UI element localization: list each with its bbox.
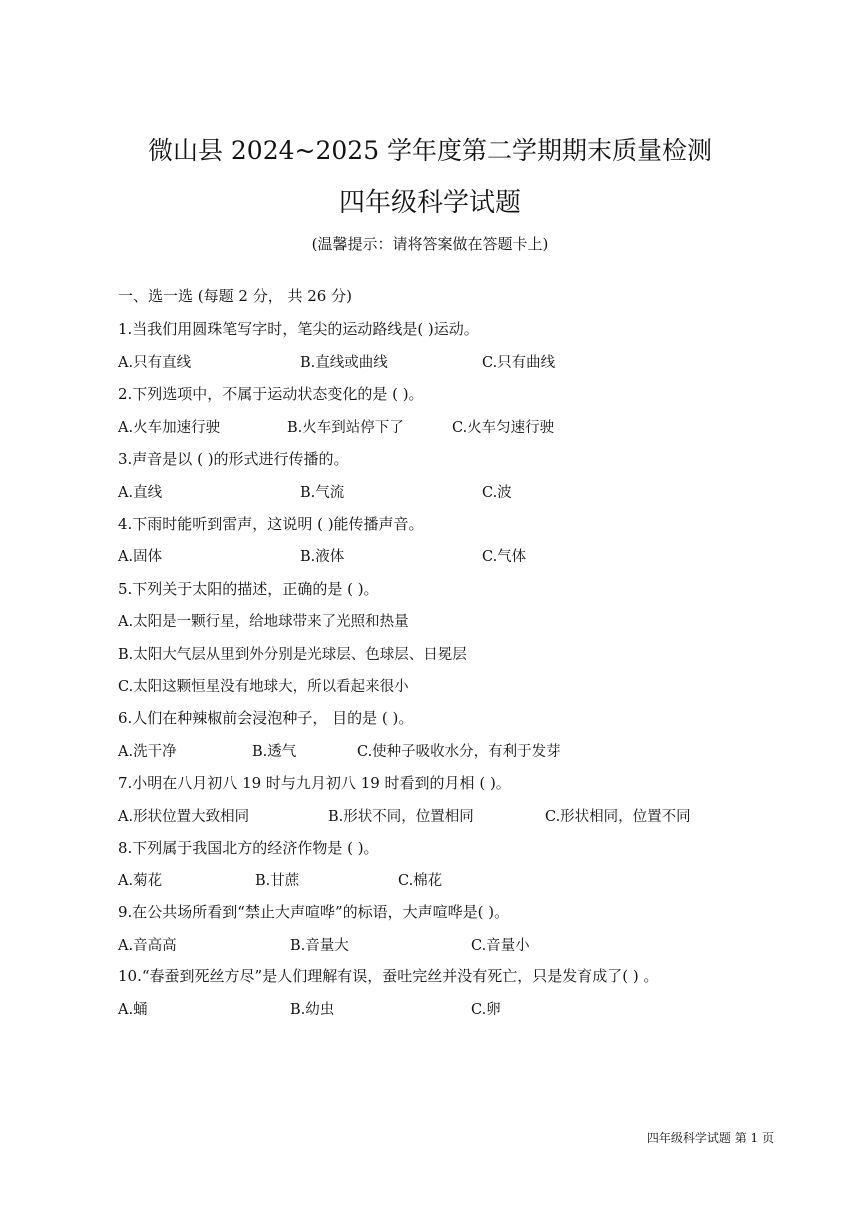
q10-option-b: B.幼虫 [290,1002,335,1018]
exam-hint: (温馨提示：请将答案做在答题卡上) [311,235,549,253]
q8-option-b: B.甘蔗 [255,873,300,889]
question-4: 4.下雨时能听到雷声，这说明 ( )能传播声音。 [118,515,424,533]
q1-option-b: B.直线或曲线 [300,355,388,371]
question-9: 9.在公共场所看到“禁止大声喧哗”的标语，大声喧哗是( )。 [118,903,510,921]
question-8: 8.下列属于我国北方的经济作物是 ( )。 [118,839,379,857]
q2-option-a: A.火车加速行驶 [118,420,221,436]
q5-option-c: C.太阳这颗恒星没有地球大，所以看起来很小 [118,679,409,695]
q2-option-b: B.火车到站停下了 [287,420,404,436]
page-footer: 四年级科学试题 第 1 页 [646,1131,774,1145]
q10-option-c: C.卵 [471,1002,501,1018]
q1-option-a: A.只有直线 [118,355,192,371]
q9-option-c: C.音量小 [471,938,530,954]
q10-option-a: A.蛹 [118,1002,148,1018]
exam-subtitle: 四年级科学试题 [338,188,521,218]
q2-option-c: C.火车匀速行驶 [452,420,555,436]
q5-option-b: B.太阳大气层从里到外分别是光球层、色球层、日冕层 [118,647,467,663]
q5-option-a: A.太阳是一颗行星，给地球带来了光照和热量 [118,614,409,630]
exam-title: 微山县 2024~2025 学年度第二学期期末质量检测 [147,136,713,165]
question-7: 7.小明在八月初八 19 时与九月初八 19 时看到的月相 ( )。 [118,774,511,792]
q8-option-c: C.棉花 [398,873,443,889]
question-2: 2.下列选项中，不属于运动状态变化的是 ( )。 [118,385,424,403]
q3-option-b: B.气流 [300,485,345,501]
q9-option-b: B.音量大 [290,938,349,954]
q4-option-a: A.固体 [118,549,163,565]
question-10: 10.“春蚕到死丝方尽”是人们理解有误，蚕吐完丝并没有死亡，只是发育成了( ) 。 [118,967,659,985]
q7-option-b: B.形状不同，位置相同 [328,809,474,825]
question-6: 6.人们在种辣椒前会浸泡种子， 目的是 ( )。 [118,709,414,727]
question-3: 3.声音是以 ( )的形式进行传播的。 [118,450,349,468]
q8-option-a: A.菊花 [118,873,163,889]
section-heading: 一、选一选 (每题 2 分， 共 26 分) [118,287,352,305]
q3-option-c: C.波 [482,485,512,501]
q6-option-a: A.洗干净 [118,744,177,760]
q7-option-c: C.形状相同，位置不同 [545,809,691,825]
question-5: 5.下列关于太阳的描述，正确的是 ( )。 [118,580,379,598]
q6-option-c: C.使种子吸收水分，有利于发芽 [357,744,561,760]
q6-option-b: B.透气 [252,744,297,760]
q3-option-a: A.直线 [118,485,163,501]
q4-option-c: C.气体 [482,549,527,565]
q1-option-c: C.只有曲线 [482,355,556,371]
question-1: 1.当我们用圆珠笔写字时，笔尖的运动路线是( )运动。 [118,320,479,338]
q4-option-b: B.液体 [300,549,345,565]
q9-option-a: A.音高高 [118,938,177,954]
q7-option-a: A.形状位置大致相同 [118,809,250,825]
